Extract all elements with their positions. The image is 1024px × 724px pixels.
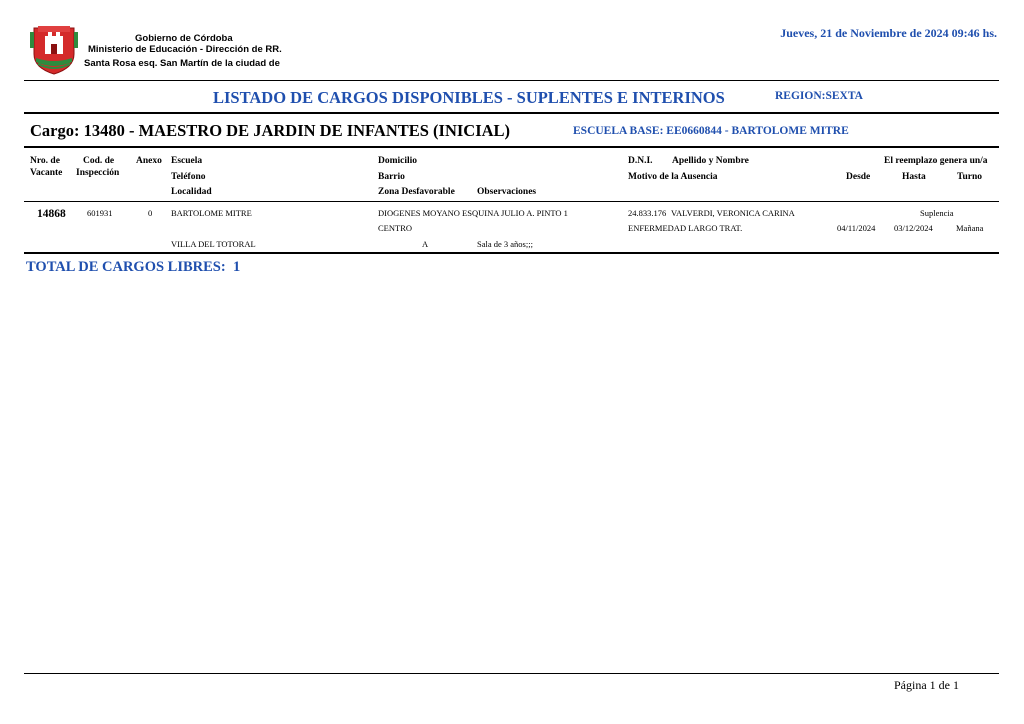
- header-divider: [24, 80, 999, 81]
- cell-dni: 24.833.176: [628, 208, 667, 218]
- cell-anexo: 0: [148, 208, 153, 218]
- header-row-divider: [24, 201, 999, 202]
- col-zona-desfavorable: Zona Desfavorable: [378, 187, 455, 197]
- cordoba-coat-of-arms-icon: [28, 24, 80, 78]
- col-nro-vacante: Nro. de: [30, 156, 60, 166]
- col-turno: Turno: [957, 172, 982, 182]
- footer-divider: [24, 673, 999, 674]
- cargo-divider: [24, 146, 999, 148]
- cell-apellido-nombre: VALVERDI, VERONICA CARINA: [671, 208, 795, 218]
- col-motivo-ausencia: Motivo de la Ausencia: [628, 172, 718, 182]
- region-label: REGION:SEXTA: [775, 90, 863, 102]
- org-line-1: Gobierno de Córdoba: [135, 33, 233, 44]
- cell-reemplazo: Suplencia: [920, 208, 954, 218]
- col-hasta: Hasta: [902, 172, 926, 182]
- cell-turno: Mañana: [956, 223, 984, 233]
- cell-observaciones: Sala de 3 años;;;: [477, 239, 533, 249]
- cell-hasta: 03/12/2024: [894, 223, 933, 233]
- col-escuela: Escuela: [171, 156, 203, 166]
- cell-escuela: BARTOLOME MITRE: [171, 208, 252, 218]
- col-localidad: Localidad: [171, 187, 212, 197]
- col-domicilio: Domicilio: [378, 156, 418, 166]
- cell-barrio: CENTRO: [378, 223, 412, 233]
- cell-zona: A: [422, 239, 429, 249]
- col-barrio: Barrio: [378, 172, 405, 182]
- col-cod-inspeccion: Cod. de: [83, 156, 115, 166]
- report-title: LISTADO DE CARGOS DISPONIBLES - SUPLENTES E INTERINOS: [213, 88, 725, 107]
- table-bottom-divider: [24, 252, 999, 254]
- col-telefono: Teléfono: [171, 172, 206, 182]
- cargo-title: Cargo: 13480 - MAESTRO DE JARDIN DE INFANTES (INICIAL): [30, 121, 511, 140]
- cell-motivo: ENFERMEDAD LARGO TRAT.: [628, 223, 743, 233]
- cell-localidad: VILLA DEL TOTORAL: [171, 239, 256, 249]
- title-divider: [24, 112, 999, 114]
- col-reemplazo: El reemplazo genera un/a: [884, 156, 988, 166]
- page-number: Página 1 de 1: [894, 678, 959, 692]
- cell-cod-inspeccion: 601931: [87, 208, 113, 218]
- col-cod-inspeccion-2: Inspección: [76, 168, 120, 178]
- cell-domicilio: DIOGENES MOYANO ESQUINA JULIO A. PINTO 1: [378, 208, 568, 218]
- report-datetime: Jueves, 21 de Noviembre de 2024 09:46 hs.: [780, 26, 997, 40]
- cell-nro-vacante: 14868: [37, 208, 66, 220]
- col-dni: D.N.I.: [628, 156, 653, 166]
- col-apellido-nombre: Apellido y Nombre: [672, 156, 749, 166]
- escuela-base: ESCUELA BASE: EE0660844 - BARTOLOME MITRE: [573, 125, 849, 137]
- org-line-2: Ministerio de Educación - Dirección de RR.: [88, 44, 282, 55]
- col-nro-vacante-2: Vacante: [30, 168, 63, 178]
- org-line-3: Santa Rosa esq. San Martín de la ciudad de: [84, 58, 280, 69]
- col-anexo: Anexo: [136, 156, 162, 166]
- col-observaciones: Observaciones: [477, 187, 537, 197]
- cell-desde: 04/11/2024: [837, 223, 876, 233]
- total-cargos-libres: TOTAL DE CARGOS LIBRES: 1: [26, 259, 241, 275]
- col-desde: Desde: [846, 172, 871, 182]
